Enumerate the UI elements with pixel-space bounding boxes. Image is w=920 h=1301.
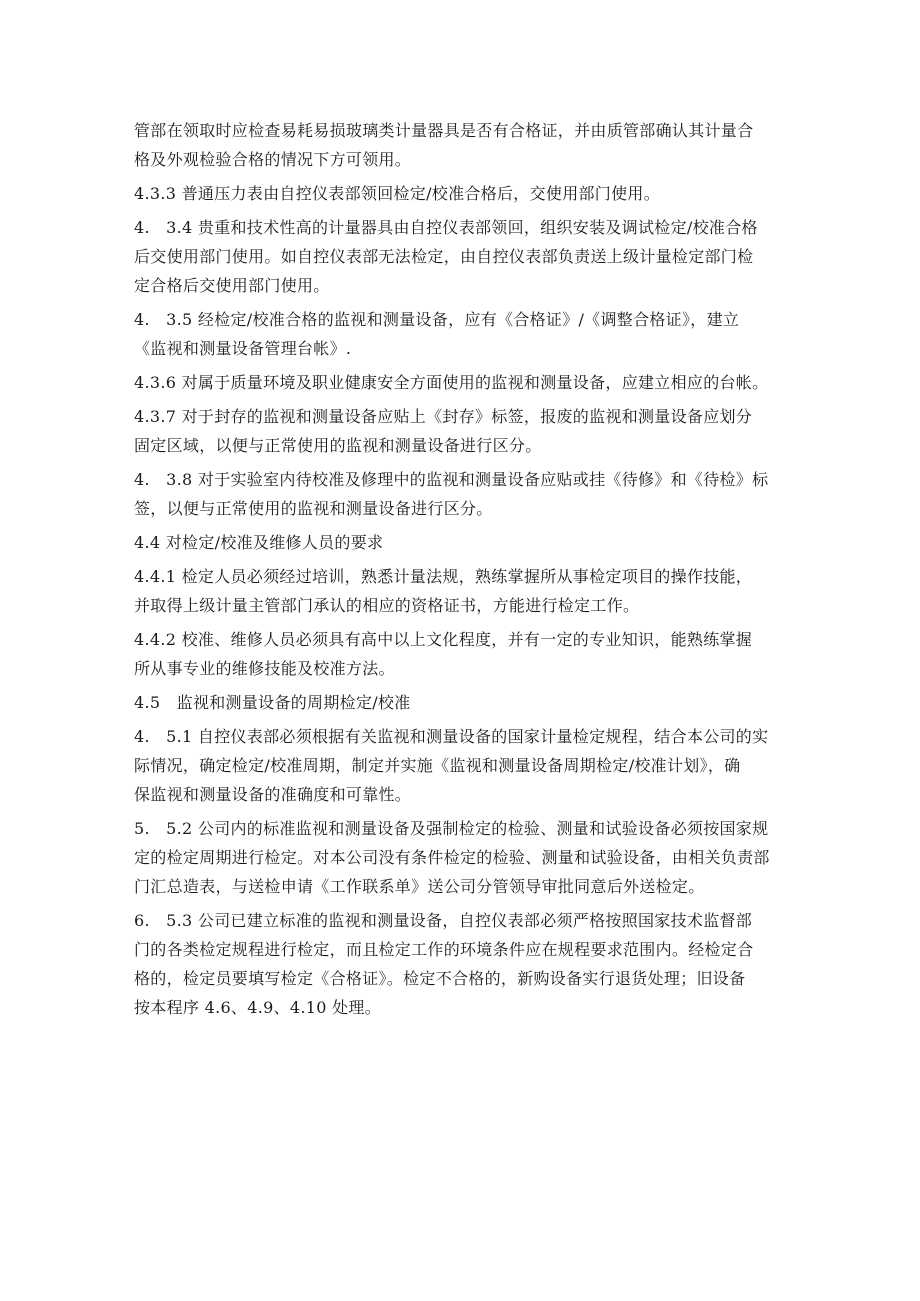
- text-line: 签，以便与正常使用的监视和测量设备进行区分。: [134, 499, 493, 518]
- text-line: 固定区域，以便与正常使用的监视和测量设备进行区分。: [134, 436, 542, 455]
- paragraph: [134, 688, 800, 717]
- text-line: 际情况，确定检定/校准周期，制定并实施《监视和测量设备周期检定/校准计划》，确: [134, 756, 741, 775]
- paragraph: [134, 213, 800, 300]
- text-line: 门汇总造表，与送检申请《工作联系单》送公司分管领导审批同意后外送检定。: [134, 877, 705, 896]
- text-line: 定合格后交使用部门使用。: [134, 276, 330, 295]
- text-line: 4.3.3 普通压力表由自控仪表部领回检定/校准合格后，交使用部门使用。: [134, 184, 660, 203]
- text-line: 4.4.2 校准、维修人员必须具有高中以上文化程度，并有一定的专业知识，能熟练掌握: [134, 630, 753, 649]
- text-line: 并取得上级计量主管部门承认的相应的资格证书，方能进行检定工作。: [134, 596, 640, 615]
- paragraph: [134, 528, 800, 557]
- text-line: 4. 3.8 对于实验室内待校准及修理中的监视和测量设备应贴或挂《待修》和《待检》标: [134, 470, 769, 489]
- text-line: 定的检定周期进行检定。对本公司没有条件检定的检验、测量和试验设备，由相关负责部: [134, 848, 770, 867]
- text-line: 4.4 对检定/校准及维修人员的要求: [134, 533, 384, 552]
- document-body: [134, 116, 800, 1022]
- paragraph: [134, 722, 800, 809]
- text-line: 4. 5.1 自控仪表部必须根据有关监视和测量设备的国家计量检定规程，结合本公司的实: [134, 727, 769, 746]
- text-line: 管部在领取时应检查易耗易损玻璃类计量器具是否有合格证，并由质管部确认其计量合: [134, 121, 754, 140]
- text-line: 4.3.7 对于封存的监视和测量设备应贴上《封存》标签，报废的监视和测量设备应划分: [134, 407, 753, 426]
- paragraph: [134, 402, 800, 460]
- text-line: 所从事专业的维修技能及校准方法。: [134, 659, 395, 678]
- text-line: 格的，检定员要填写检定《合格证》。检定不合格的，新购设备实行退货处理；旧设备: [134, 969, 746, 988]
- text-line: 后交使用部门使用。如自控仪表部无法检定，由自控仪表部负责送上级计量检定部门检: [134, 247, 754, 266]
- text-line: 4.5 监视和测量设备的周期检定/校准: [134, 693, 411, 712]
- paragraph: [134, 305, 800, 363]
- text-line: 4. 3.5 经检定/校准合格的监视和测量设备，应有《合格证》/《调整合格证》，建立: [134, 310, 740, 329]
- text-line: 格及外观检验合格的情况下方可领用。: [134, 150, 412, 169]
- text-line: 门的各类检定规程进行检定，而且检定工作的环境条件应在规程要求范围内。经检定合: [134, 940, 754, 959]
- paragraph: [134, 465, 800, 523]
- paragraph: [134, 625, 800, 683]
- paragraph: [134, 906, 800, 1022]
- paragraph: [134, 368, 800, 397]
- text-line: 4.4.1 检定人员必须经过培训，熟悉计量法规，熟练掌握所从事检定项目的操作技能，: [134, 567, 753, 586]
- text-line: 按本程序 4.6、4.9、4.10 处理。: [134, 998, 381, 1017]
- text-line: 保监视和测量设备的准确度和可靠性。: [134, 785, 412, 804]
- text-line: 5. 5.2 公司内的标准监视和测量设备及强制检定的检验、测量和试验设备必须按国家规: [134, 819, 769, 838]
- paragraph: [134, 179, 800, 208]
- paragraph: [134, 814, 800, 901]
- text-line: 《监视和测量设备管理台帐》.: [134, 339, 352, 358]
- text-line: 4.3.6 对属于质量环境及职业健康安全方面使用的监视和测量设备，应建立相应的台帐。: [134, 373, 769, 392]
- paragraph: [134, 562, 800, 620]
- text-line: 4. 3.4 贵重和技术性高的计量器具由自控仪表部领回，组织安装及调试检定/校准合格: [134, 218, 758, 237]
- paragraph: [134, 116, 800, 174]
- text-line: 6. 5.3 公司已建立标准的监视和测量设备，自控仪表部必须严格按照国家技术监督部: [134, 911, 753, 930]
